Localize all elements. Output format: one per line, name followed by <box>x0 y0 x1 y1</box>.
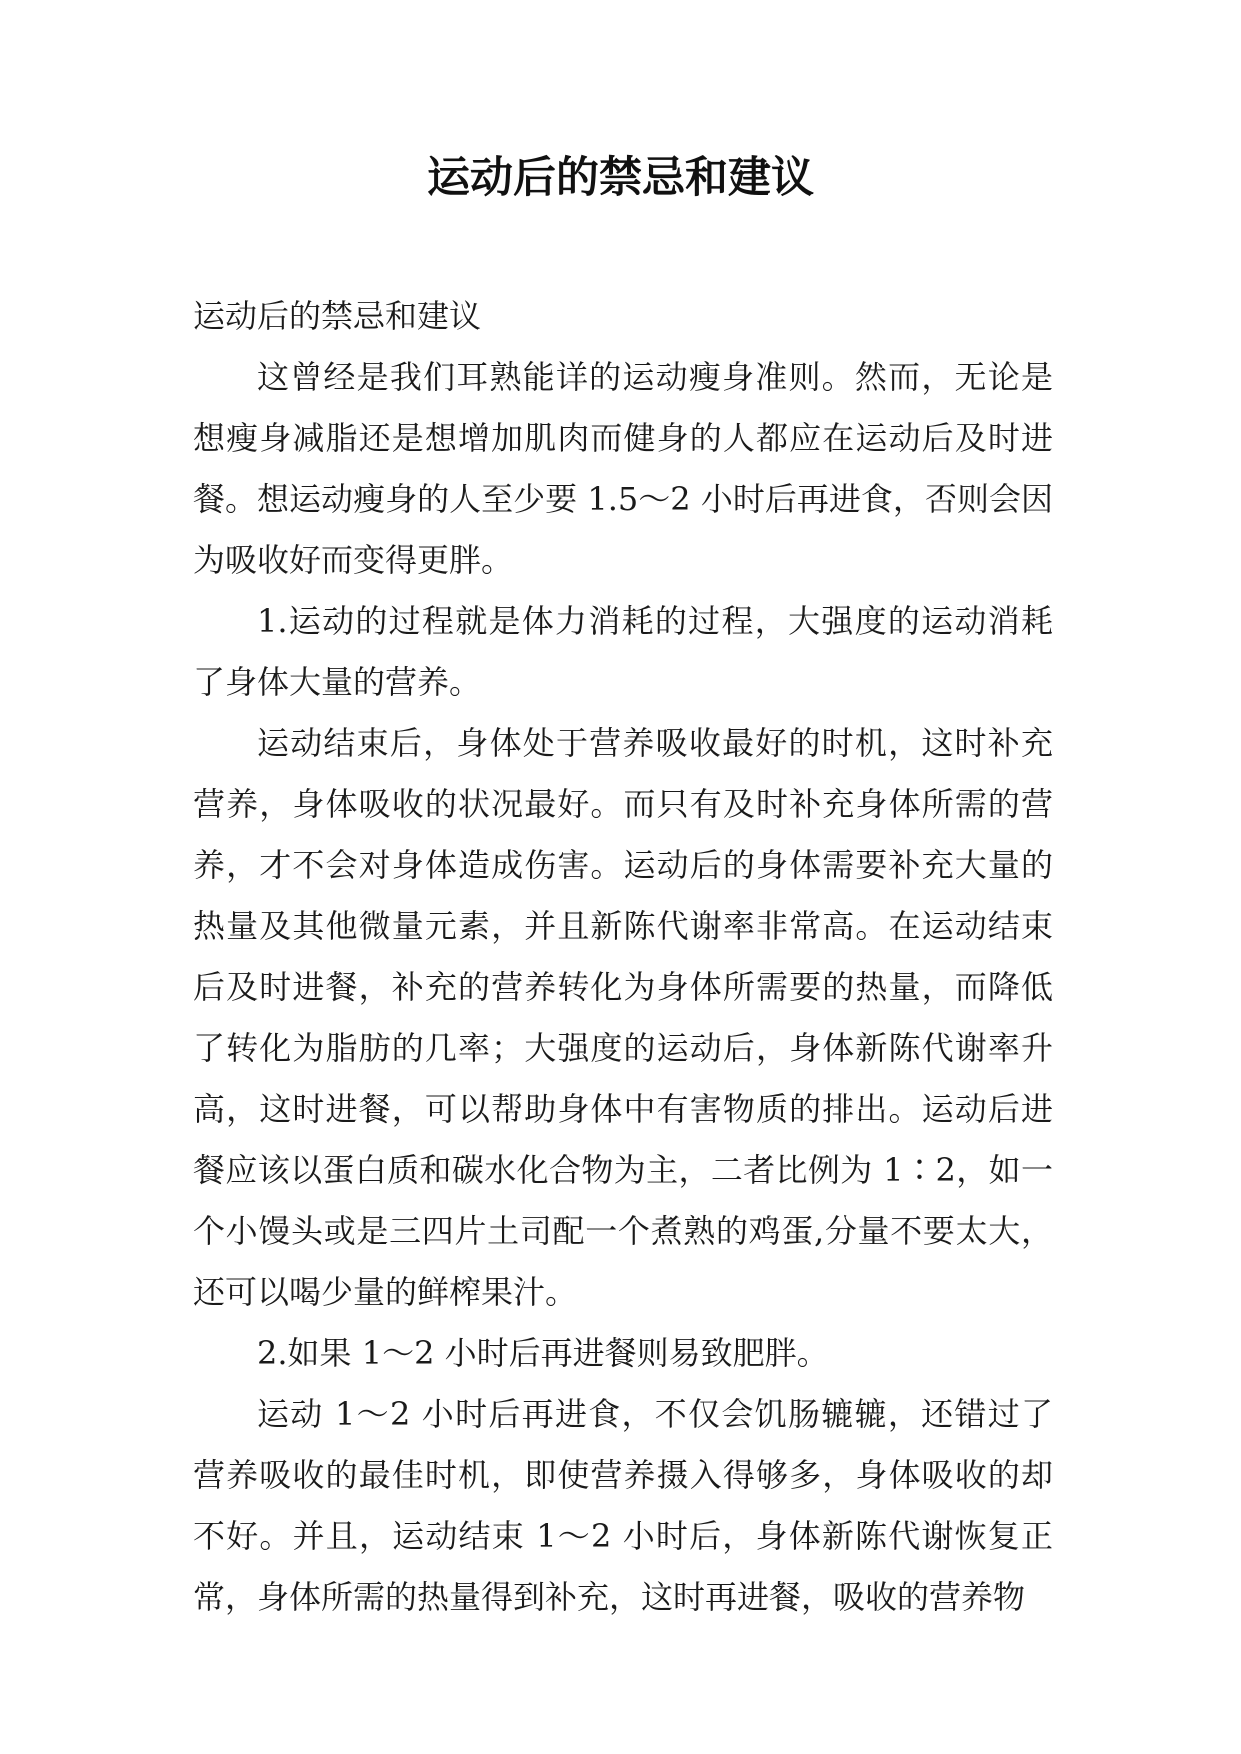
paragraph-point-1-detail: 运动结束后，身体处于营养吸收最好的时机，这时补充营养，身体吸收的状况最好。而只有及时补充身体所需的营养，才不会对身体造成伤害。运动后的身体需要补充大量的热量及其他微量元素，并且新陈代谢率非常高。在运动结束后及时进餐，补充的营养转化为身体所需要的热量，而降低了转化为脂肪的几率；大强度的运动后，身体新陈代谢率升高，这时进餐，可以帮助身体中有害物质的排出。运动后进餐应该以蛋白质和碳水化合物为主，二者比例为 1∶2，如一个小馒头或是三四片土司配一个煮熟的鸡蛋,分量不要太大，还可以喝少量的鲜榨果汁。 <box>193 724 1053 1311</box>
document-body <box>193 286 1053 1628</box>
paragraph-point-2-detail: 运动 1～2 小时后再进食，不仅会饥肠辘辘，还错过了营养吸收的最佳时机，即使营养摄入得够多，身体吸收的却不好。并且，运动结束 1～2 小时后，身体新陈代谢恢复正常，身体所需的热量得到补充，这时再进餐，吸收的营养物 <box>193 1395 1053 1616</box>
paragraph-intro: 这曾经是我们耳熟能详的运动瘦身准则。然而，无论是想瘦身减脂还是想增加肌肉而健身的人都应在运动后及时进餐。想运动瘦身的人至少要 1.5～2 小时后再进食，否则会因为吸收好而变得更胖。 <box>193 358 1053 579</box>
paragraph-point-2: 2.如果 1～2 小时后再进餐则易致肥胖。 <box>257 1334 829 1372</box>
paragraph-subtitle: 运动后的禁忌和建议 <box>193 297 482 335</box>
document-title: 运动后的禁忌和建议 <box>427 153 814 203</box>
paragraph-point-1: 1.运动的过程就是体力消耗的过程，大强度的运动消耗了身体大量的营养。 <box>193 602 1053 701</box>
